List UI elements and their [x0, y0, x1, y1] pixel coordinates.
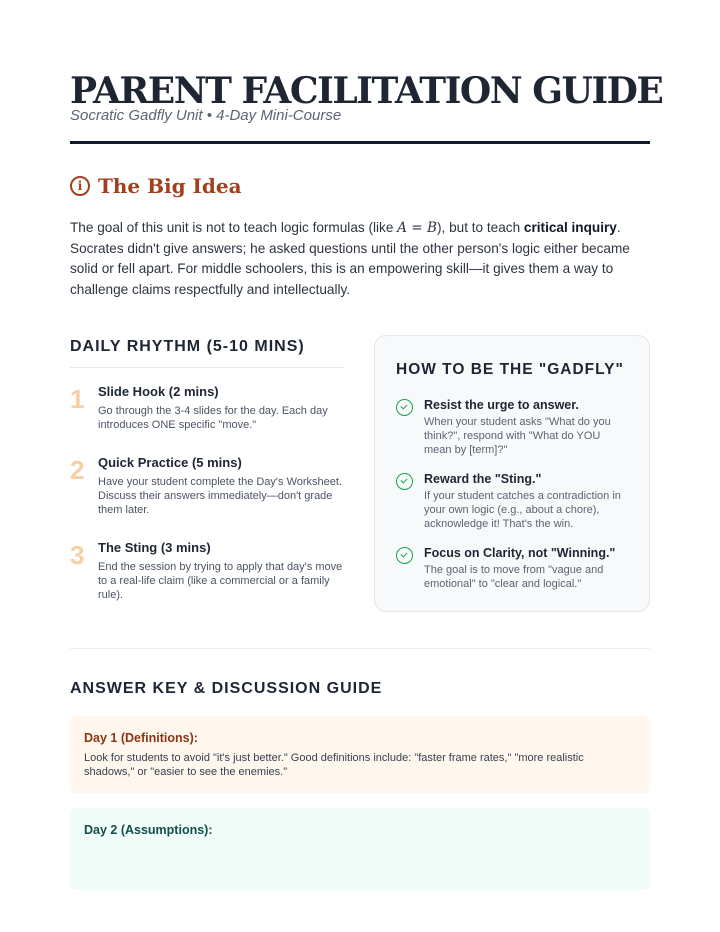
tip-description: The goal is to move from "vague and emotional" to "clear and logical." — [424, 564, 604, 590]
daily-rhythm-heading: DAILY RHYTHM (5-10 MINS) — [70, 338, 305, 355]
day-description: Look for students to avoid "it's just better." Good definitions include: "faster frame rates," "more realistic shadows," or "easier to see the enemies." — [84, 752, 584, 778]
gadfly-tips-card — [374, 335, 650, 612]
page-title: PARENT FACILITATION GUIDE — [70, 70, 663, 112]
section-divider — [70, 648, 650, 649]
step-number: 1 — [70, 384, 85, 414]
day-title: Day 1 (Definitions): — [84, 731, 198, 745]
tip-title: Reward the "Sting." — [424, 472, 542, 486]
day-2-card — [70, 808, 650, 890]
step-title: The Sting (3 mins) — [98, 540, 211, 555]
step-description: End the session by trying to apply that day's move to a real-life claim (like a commercial or a family rule). — [98, 561, 343, 601]
day-1-card — [70, 716, 650, 793]
tip-title: Resist the urge to answer. — [424, 398, 579, 412]
check-circle-icon — [396, 399, 413, 416]
answer-key-heading: ANSWER KEY & DISCUSSION GUIDE — [70, 680, 383, 697]
big-idea-header — [70, 174, 242, 198]
step-description: Go through the 3-4 slides for the day. Each day introduces ONE specific "move." — [98, 405, 328, 431]
check-circle-icon — [396, 473, 413, 490]
tip-description: When your student asks "What do you think?", respond with "What do YOU mean by [term]?" — [424, 416, 611, 456]
big-idea-text — [70, 218, 654, 300]
gadfly-heading: HOW TO BE THE "GADFLY" — [396, 361, 624, 378]
intro-text-middle: ), but to teach — [437, 220, 524, 235]
critical-inquiry-emphasis: critical inquiry — [523, 220, 617, 235]
info-icon: i — [70, 176, 90, 196]
daily-rhythm-divider — [70, 367, 344, 368]
intro-text-start: The goal of this unit is not to teach logic formulas (like — [70, 220, 398, 235]
page-subtitle: Socratic Gadfly Unit • 4-Day Mini-Course — [70, 107, 342, 124]
intro-text-end: . Socrates didn't give answers; he asked questions until the other person's logic either became solid or fell apart. For middle schoolers, this is an empowering skill—it gives them a way to challenge claims respectfully and intellectually. — [70, 220, 630, 297]
step-description: Have your student complete the Day's Worksheet. Discuss their answers immediately—don't grade them later. — [98, 476, 343, 516]
day-title: Day 2 (Assumptions): — [84, 823, 213, 837]
title-divider — [70, 141, 650, 144]
tip-title: Focus on Clarity, not "Winning." — [424, 546, 616, 560]
check-circle-icon — [396, 547, 413, 564]
step-number: 3 — [70, 540, 85, 570]
tip-description: If your student catches a contradiction in your own logic (e.g., about a chore), acknowledge it! That's the win. — [424, 490, 621, 530]
step-number: 2 — [70, 455, 85, 485]
math-formula: A = B — [397, 220, 438, 236]
step-title: Quick Practice (5 mins) — [98, 455, 242, 470]
big-idea-heading: The Big Idea — [98, 174, 242, 198]
step-title: Slide Hook (2 mins) — [98, 384, 219, 399]
